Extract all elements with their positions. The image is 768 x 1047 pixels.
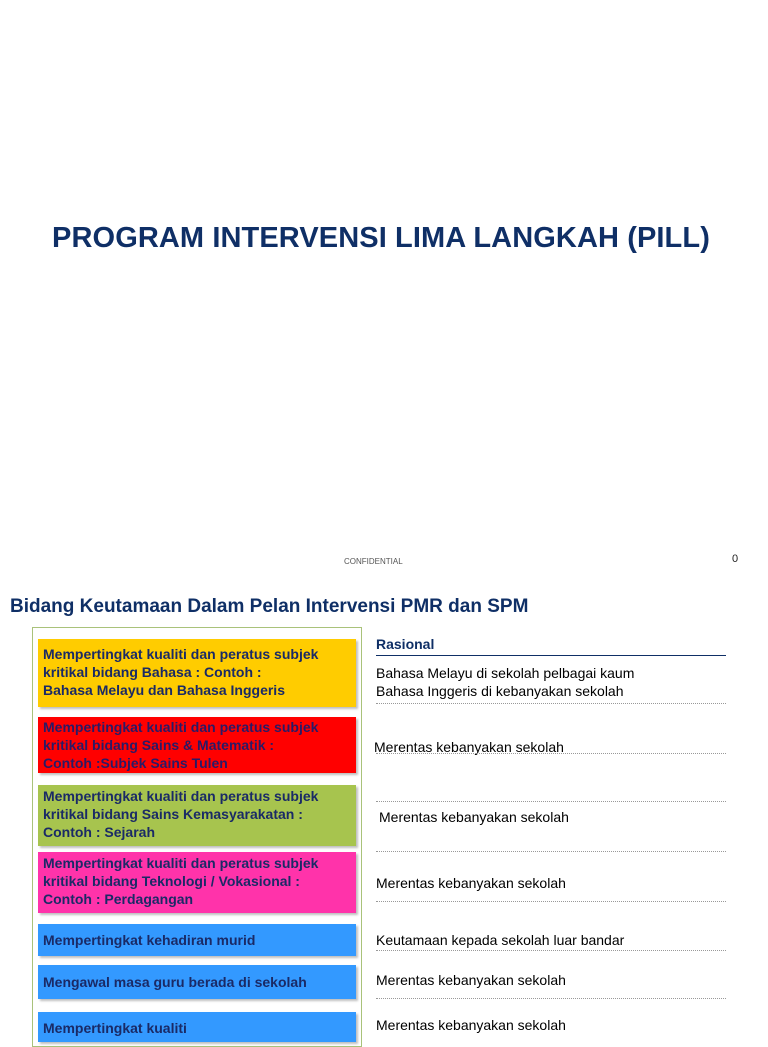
priority-text: Mempertingkat kehadiran murid	[43, 932, 256, 948]
priority-box-technology	[38, 852, 356, 913]
rationale-text: Merentas kebanyakan sekolah	[376, 875, 566, 891]
rationale-text: Merentas kebanyakan sekolah	[376, 972, 566, 988]
page-number: 0	[732, 553, 739, 565]
rationale-text: Keutamaan kepada sekolah luar bandar	[376, 932, 625, 948]
priority-text: Mempertingkat kualiti dan peratus subjek kritikal bidang Sains & Matematik : Contoh :Subjek Sains Tulen	[43, 719, 319, 771]
priority-text: Mempertingkat kualiti dan peratus subjek kritikal bidang Teknologi / Vokasional : Contoh : Perdagangan	[43, 855, 319, 907]
priority-box-teacher-time	[38, 965, 356, 999]
rationale-header: Rasional	[376, 636, 726, 656]
dotted-divider	[376, 753, 726, 754]
rationale-text: Merentas kebanyakan sekolah	[376, 1017, 566, 1033]
rationale-text: Merentas kebanyakan sekolah	[374, 739, 564, 755]
slide-title: PROGRAM INTERVENSI LIMA LANGKAH (PILL)	[52, 222, 710, 254]
dotted-divider	[376, 950, 726, 951]
dotted-divider	[376, 703, 726, 704]
dotted-divider	[376, 998, 726, 999]
priority-box-social-science	[38, 785, 356, 846]
priority-box-quality	[38, 1012, 356, 1042]
priority-text: Mempertingkat kualiti dan peratus subjek kritikal bidang Sains Kemasyarakatan : Contoh : Sejarah	[43, 788, 319, 840]
dotted-divider	[376, 901, 726, 902]
priority-box-attendance	[38, 924, 356, 956]
priority-box-science-math	[38, 717, 356, 773]
dotted-divider	[376, 851, 726, 852]
section-heading: Bidang Keutamaan Dalam Pelan Intervensi PMR dan SPM	[10, 596, 529, 617]
confidential-label: CONFIDENTIAL	[344, 557, 403, 566]
dotted-divider	[376, 801, 726, 802]
rationale-text: Merentas kebanyakan sekolah	[379, 809, 569, 825]
priority-text: Mempertingkat kualiti	[43, 1020, 187, 1036]
priority-text: Mempertingkat kualiti dan peratus subjek kritikal bidang Bahasa : Contoh : Bahasa Melayu dan Bahasa Inggeris	[43, 646, 319, 698]
rationale-text: Bahasa Melayu di sekolah pelbagai kaum Bahasa Inggeris di kebanyakan sekolah	[376, 665, 635, 699]
priority-box-language	[38, 639, 356, 707]
priority-text: Mengawal masa guru berada di sekolah	[43, 974, 307, 990]
